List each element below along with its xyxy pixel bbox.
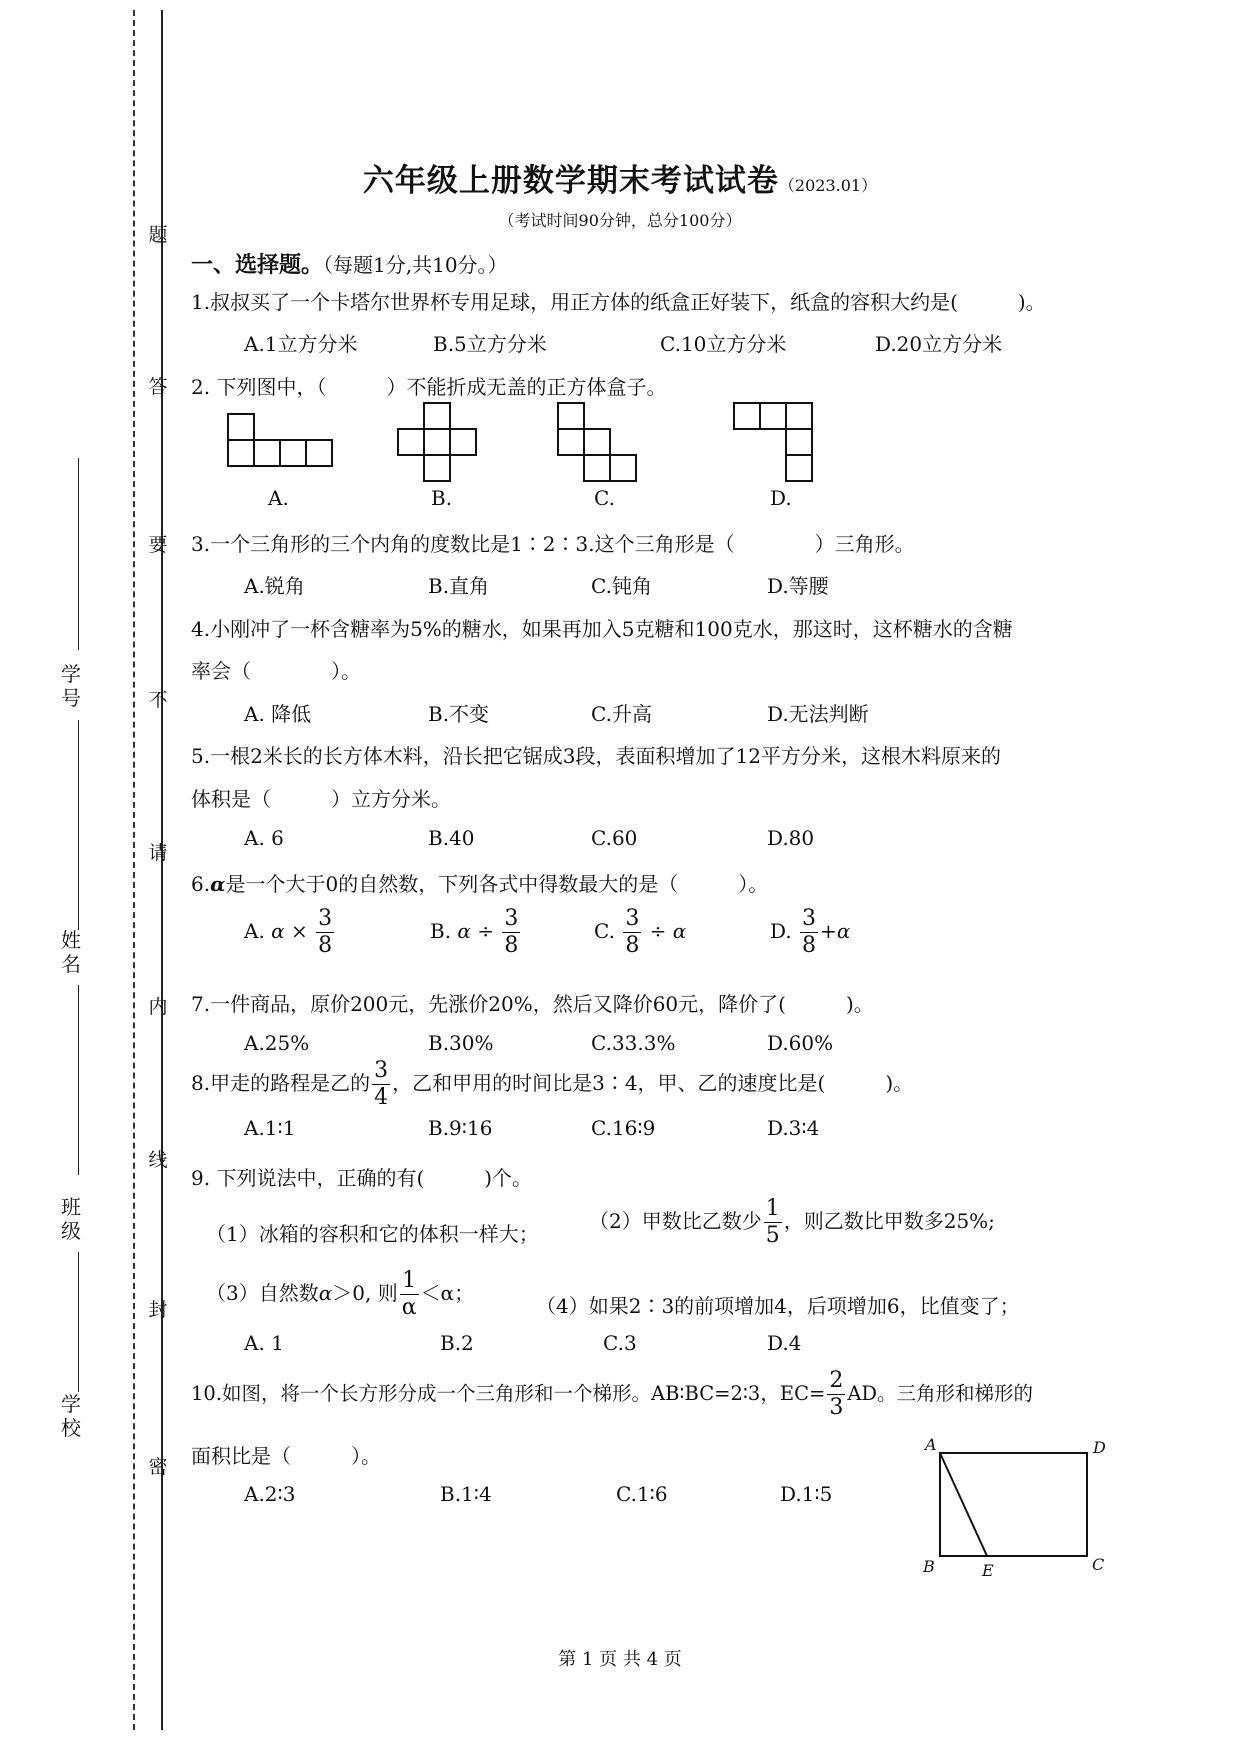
question-10-line-1: 10.如图，将一个长方形分成一个三角形和一个梯形。AB∶BC=2∶3，EC= $\frac{2}{3}$ AD。三角形和梯形的	[191, 1368, 1034, 1420]
q4-option-c[interactable]: C.升高	[591, 702, 652, 726]
q3-option-d[interactable]: D.等腰	[767, 574, 829, 598]
class-label: 班级	[61, 1195, 81, 1243]
question-3: 3.一个三角形的三个内角的度数比是1∶2∶3.这个三角形是（ ）三角形。	[191, 532, 915, 556]
q5-option-c[interactable]: C.60	[591, 826, 638, 850]
q7-option-b[interactable]: B.30%	[428, 1031, 494, 1055]
q1-option-a[interactable]: A.1立方分米	[244, 332, 358, 356]
seal-char: 请	[148, 842, 168, 864]
q4-option-d[interactable]: D.无法判断	[767, 702, 869, 726]
question-9: 9. 下列说法中，正确的有( )个。	[191, 1166, 533, 1190]
q1-option-b[interactable]: B.5立方分米	[433, 332, 547, 356]
seal-char: 不	[148, 689, 168, 711]
q6-option-a[interactable]: A. α × $\frac{3}{8}$	[244, 906, 333, 958]
seal-char: 封	[148, 1299, 168, 1321]
label-d: D	[1093, 1438, 1106, 1457]
seal-char: 密	[148, 1456, 168, 1478]
q4-option-b[interactable]: B.不变	[428, 702, 490, 726]
q9-option-a[interactable]: A. 1	[244, 1331, 284, 1355]
label-b: B	[923, 1557, 935, 1576]
q10-option-b[interactable]: B.1∶4	[440, 1482, 492, 1506]
name-line[interactable]	[78, 985, 79, 1175]
q8-option-c[interactable]: C.16∶9	[591, 1116, 656, 1140]
q5-option-d[interactable]: D.80	[767, 826, 815, 850]
rectangle-abcd	[940, 1453, 1087, 1556]
q9-option-c[interactable]: C.3	[603, 1331, 637, 1355]
q7-option-c[interactable]: C.33.3%	[591, 1031, 676, 1055]
q2-option-a[interactable]: A.	[268, 486, 289, 510]
class-line[interactable]	[78, 1252, 79, 1392]
q7-option-d[interactable]: D.60%	[767, 1031, 834, 1055]
page-footer: 第 1 页 共 4 页	[558, 1649, 682, 1670]
q9-statement-2: （2）甲数比乙数少 $\frac{1}{5}$ ，则乙数比甲数多25%;	[589, 1196, 995, 1248]
q9-statement-3: （3）自然数α＞0, 则 $\frac{1}{\alpha}$ ＜α；	[206, 1268, 475, 1320]
segment-ae	[940, 1453, 987, 1556]
seal-char: 线	[148, 1149, 168, 1171]
q8-option-d[interactable]: D.3∶4	[767, 1116, 820, 1140]
q6-option-b[interactable]: B. α ÷ $\frac{3}{8}$	[430, 906, 519, 958]
q9-statement-1: （1）冰箱的容积和它的体积一样大；	[206, 1222, 539, 1246]
q5-option-b[interactable]: B.40	[428, 826, 475, 850]
question-2: 2. 下列图中，（ ）不能折成无盖的正方体盒子。	[191, 375, 667, 399]
q2-option-b[interactable]: B.	[431, 486, 453, 510]
q6-option-c[interactable]: C. $\frac{3}{8}$ ÷ α	[594, 906, 687, 958]
q2-option-d[interactable]: D.	[770, 486, 792, 510]
page-title: 六年级上册数学期末考试试卷（2023.01）	[362, 163, 878, 199]
q10-option-c[interactable]: C.1∶6	[616, 1482, 668, 1506]
cube-net-a	[227, 413, 337, 469]
q7-option-a[interactable]: A.25%	[244, 1031, 310, 1055]
section-heading: 一、选择题。（每题1分,共10分。）	[191, 252, 508, 278]
q8-option-b[interactable]: B.9∶16	[428, 1116, 493, 1140]
rectangle-figure	[910, 1430, 1120, 1580]
q9-statement-4: （4）如果2∶3的前项增加4，后项增加6，比值变了；	[536, 1294, 1020, 1318]
seal-char: 要	[148, 534, 168, 556]
fold-dashed-line	[133, 10, 135, 1730]
q4-option-a[interactable]: A. 降低	[244, 702, 312, 726]
q10-option-d[interactable]: D.1∶5	[780, 1482, 833, 1506]
question-10-line-2: 面积比是（ ）。	[191, 1444, 381, 1468]
q10-option-a[interactable]: A.2∶3	[244, 1482, 296, 1506]
label-c: C	[1092, 1555, 1105, 1574]
question-5-line-2: 体积是（ ）立方分米。	[191, 787, 451, 811]
label-e: E	[982, 1561, 994, 1580]
question-6: 6.α是一个大于0的自然数，下列各式中得数最大的是（ ）。	[191, 872, 769, 896]
q5-option-a[interactable]: A. 6	[244, 826, 284, 850]
q3-option-c[interactable]: C.钝角	[591, 574, 652, 598]
seal-char: 答	[148, 376, 168, 398]
question-5-line-1: 5.一根2米长的长方体木料，沿长把它锯成3段，表面积增加了12平方分米，这根木料原来的	[191, 744, 1001, 768]
exam-info: （考试时间90分钟，总分100分）	[498, 211, 742, 230]
student-id-label: 学号	[61, 662, 81, 710]
q3-option-b[interactable]: B.直角	[428, 574, 490, 598]
seal-char: 题	[148, 224, 168, 246]
q9-option-d[interactable]: D.4	[767, 1331, 802, 1355]
name-label: 姓名	[61, 928, 81, 976]
q8-option-a[interactable]: A.1∶1	[244, 1116, 296, 1140]
q6-option-d[interactable]: D. $\frac{3}{8}$ +α	[770, 906, 851, 958]
q9-option-b[interactable]: B.2	[440, 1331, 474, 1355]
q1-option-c[interactable]: C.10立方分米	[660, 332, 787, 356]
q3-option-a[interactable]: A.锐角	[244, 574, 305, 598]
label-a: A	[925, 1435, 937, 1454]
question-4-line-2: 率会（ ）。	[191, 659, 361, 683]
school-label: 学校	[61, 1392, 81, 1440]
student-id-line-extend	[78, 720, 79, 930]
q1-option-d[interactable]: D.20立方分米	[875, 332, 1003, 356]
q2-option-c[interactable]: C.	[594, 486, 615, 510]
cube-net-c	[557, 402, 641, 486]
question-7: 7.一件商品，原价200元，先涨价20%，然后又降价60元，降价了( )。	[191, 992, 874, 1016]
question-4-line-1: 4.小刚冲了一杯含糖率为5%的糖水，如果再加入5克糖和100克水，那这时，这杯糖水的含糖	[191, 617, 1013, 641]
cube-net-d	[733, 402, 817, 486]
student-id-line[interactable]	[78, 458, 79, 650]
seal-char: 内	[148, 996, 168, 1018]
exam-date: （2023.01）	[778, 176, 878, 195]
cube-net-b	[397, 402, 481, 486]
question-1: 1.叔叔买了一个卡塔尔世界杯专用足球，用正方体的纸盒正好装下，纸盒的容积大约是( )。	[191, 290, 1046, 314]
question-8: 8.甲走的路程是乙的 $\frac{3}{4}$ ，乙和甲用的时间比是3∶4，甲、乙的速度比是( )。	[191, 1058, 914, 1110]
